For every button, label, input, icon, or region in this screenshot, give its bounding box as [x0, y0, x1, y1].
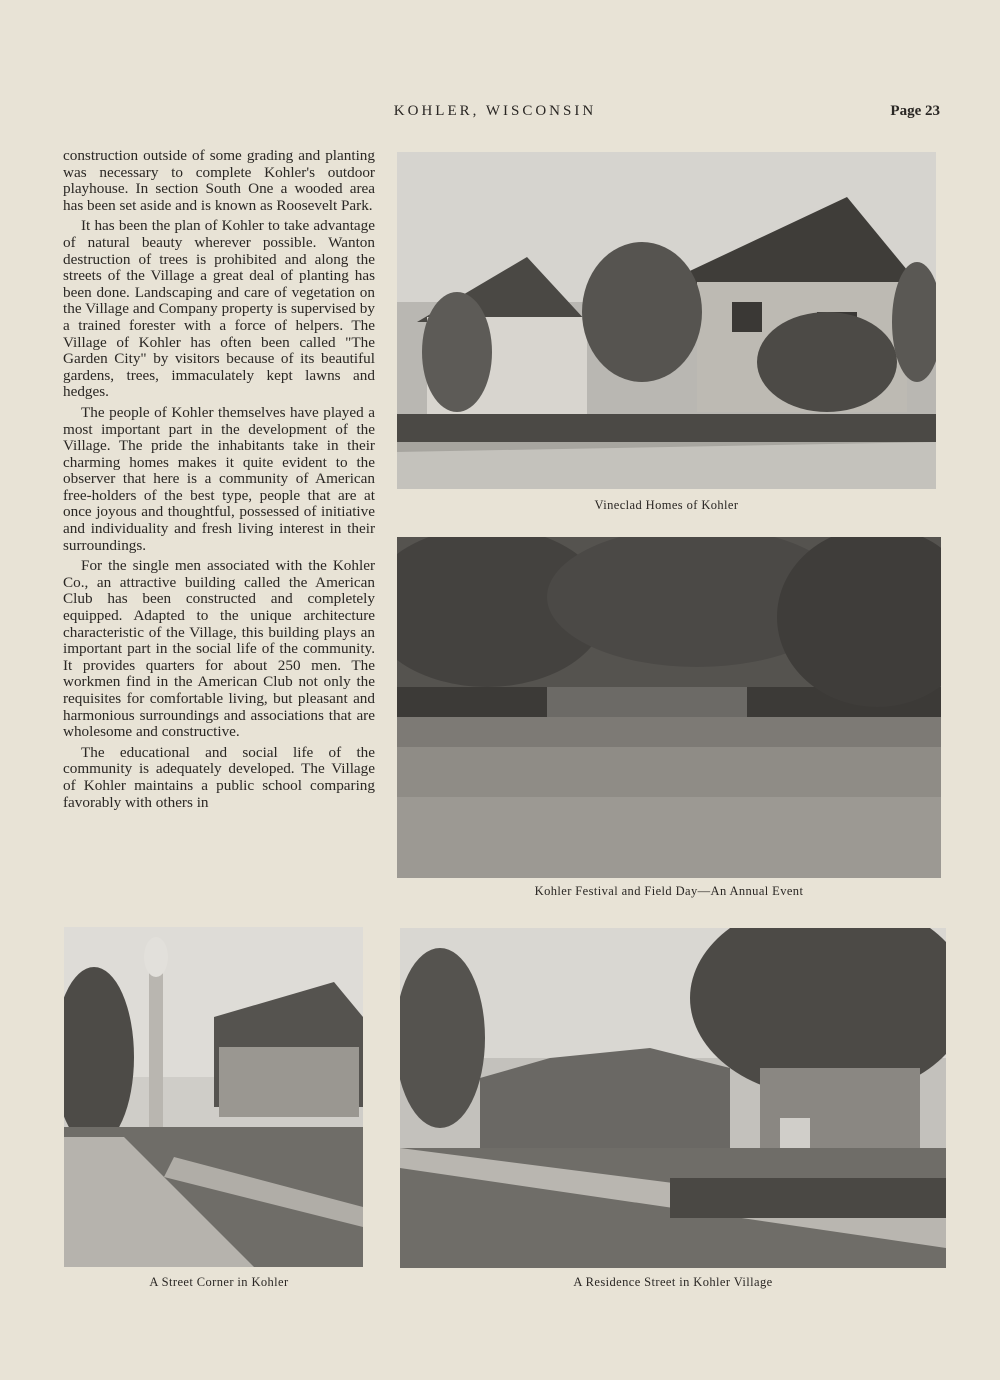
photo-caption: A Street Corner in Kohler [149, 1275, 289, 1289]
photo-caption: Vineclad Homes of Kohler [594, 498, 739, 512]
page-number: Page 23 [890, 103, 940, 119]
vineclad-homes-photo [397, 152, 936, 489]
running-header: KOHLER, WISCONSIN [393, 103, 597, 119]
festival-crowd-photo [397, 537, 941, 878]
paragraph: For the single men associated with the Kohler Co., an attractive building called the American Club has been constructed and completely equipped. Adapted to the unique architecture characteristic of the Village, this building plays an important part in the social life of the community. It provides quarters for about 250 men. The workmen find in the American Club not only the requisites for comfortable living, but pleasant and harmonious surroundings and associations that are wholesome and constructive. [63, 557, 375, 741]
photo-caption: Kohler Festival and Field Day—An Annual Event [534, 884, 804, 898]
body-text-column [63, 148, 375, 815]
paragraph: The educational and social life of the community is adequately developed. The Village of Kohler maintains a public school comparing favorably with others in [63, 743, 375, 811]
paragraph: The people of Kohler themselves have played a most important part in the development of the Village. The pride the inhabitants take in their charming homes makes it quite evident to the observer that here is a community of American free-holders of the best type, people that are at once joyous and thoughtful, possessed of initiative and individuality and fresh living interest in their surroundings. [63, 403, 375, 554]
photo-caption: A Residence Street in Kohler Village [573, 1275, 773, 1289]
paragraph: It has been the plan of Kohler to take advantage of natural beauty wherever possible. Wanton destruction of trees is prohibited and along the streets of the Village a great deal of planting has been done. Landscaping and care of vegetation on the Village and Company property is supervised by a trained forester with a force of helpers. The Village of Kohler has often been called "The Garden City" by visitors because of its beautiful gardens, trees, immaculately kept lawns and hedges. [63, 217, 375, 401]
residence-street-photo [400, 928, 946, 1268]
paragraph: construction outside of some grading and planting was necessary to complete Kohler's outdoor playhouse. In section South One a wooded area has been set aside and is known as Roosevelt Park. [63, 147, 375, 214]
street-corner-photo [64, 927, 363, 1267]
